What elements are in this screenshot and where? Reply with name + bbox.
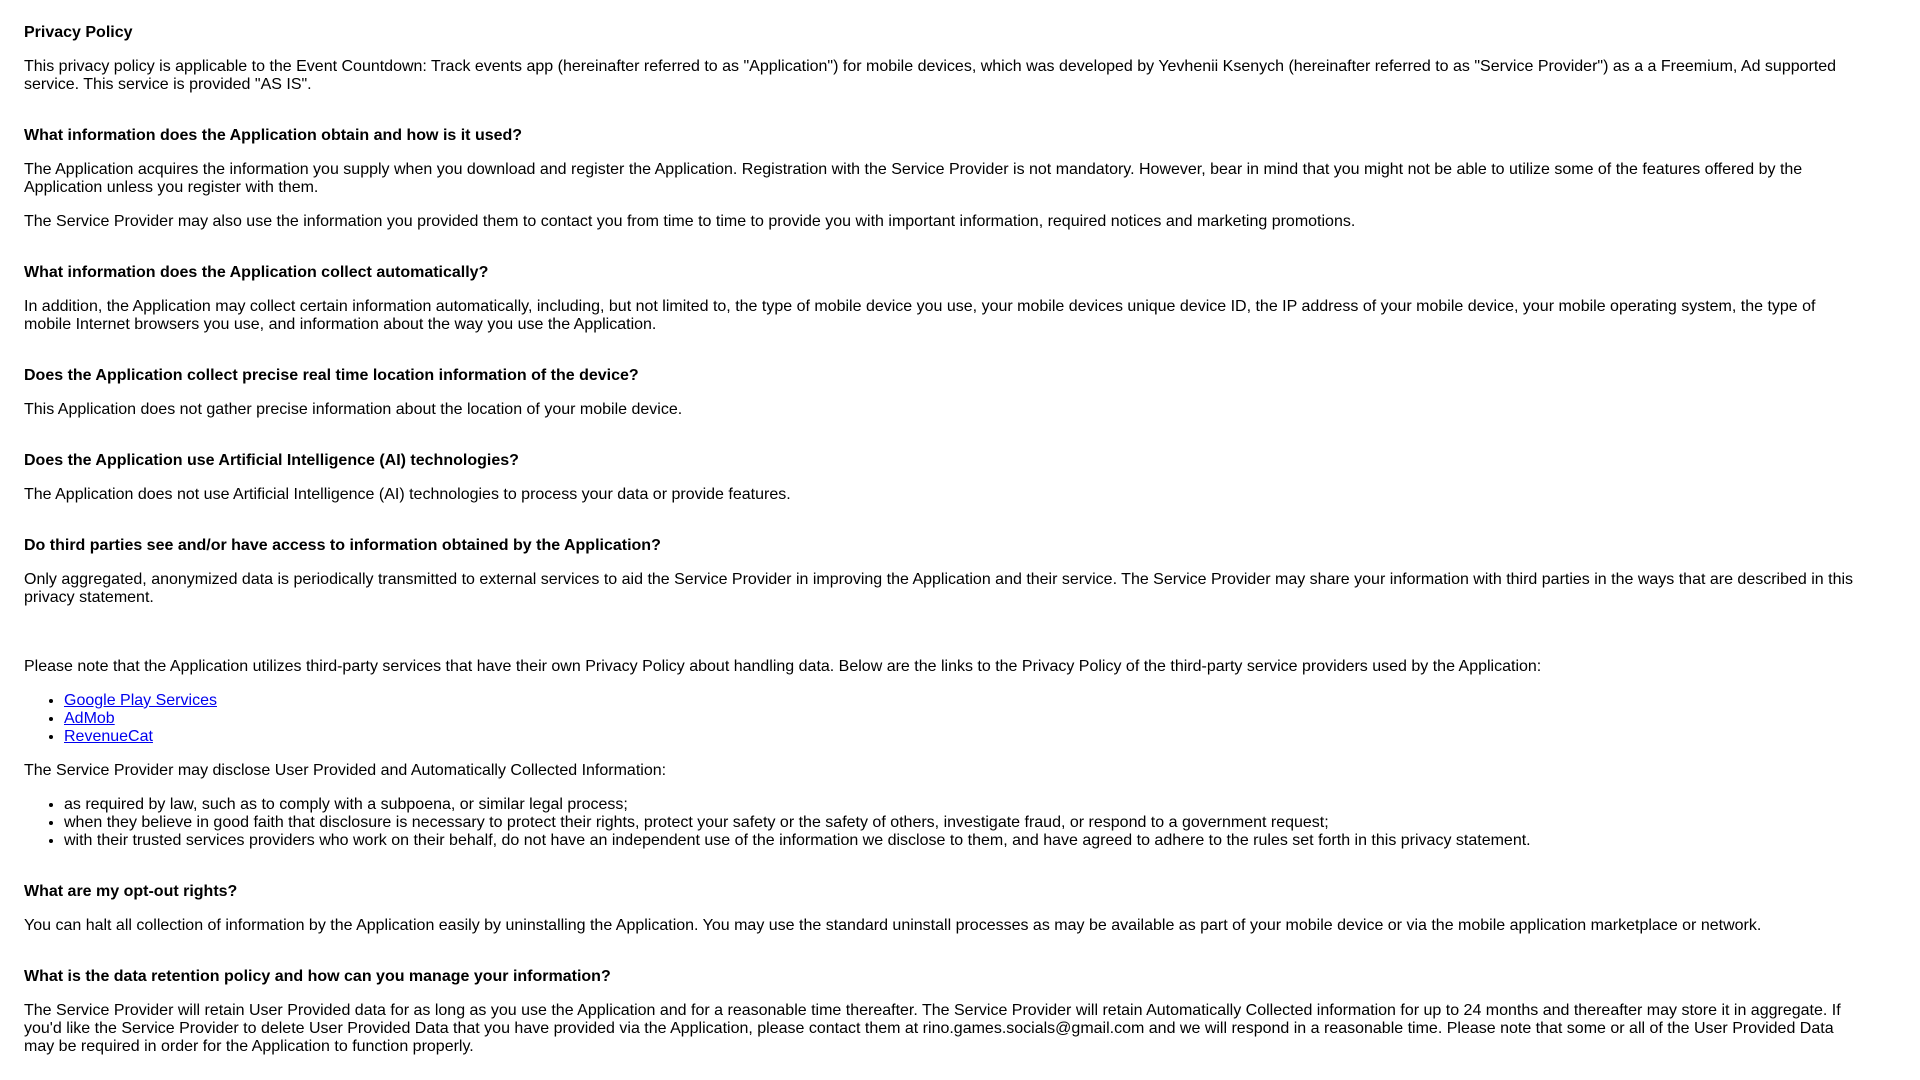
divider	[24, 866, 1864, 883]
divider	[24, 435, 1864, 452]
list-item	[64, 728, 1864, 746]
intro-paragraph: This privacy policy is applicable to the Event Countdown: Track events app (hereinafter referred to as "Application") for mobile devices, which was developed by Yevhenii Ksenych (hereinafter referred to as "Service Provider") as a a Freemium, Ad supported service. This service is provided "AS IS".	[24, 58, 1837, 93]
section-collected-automatically	[24, 264, 1864, 334]
disclosure-list	[24, 796, 1864, 850]
section-heading: Does the Application collect precise real time location information of the device?	[24, 367, 639, 384]
section-paragraph: The Service Provider will retain User Provided data for as long as you use the Application and for a reasonable time thereafter. The Service Provider will retain Automatically Collected information for up to 24 months and thereafter may store it in aggregate. If you'd like the Service Provider to delete User Provided Data that you have provided via the Application, please contact them at rino.games.socials@gmail.com and we will respond in a reasonable time. Please note that some or all of the User Provided Data may be required in order for the Application to function properly.	[24, 1002, 1841, 1055]
admob-link[interactable]: AdMob	[64, 710, 115, 727]
section-data-retention	[24, 968, 1864, 1056]
divider	[24, 110, 1864, 127]
disclosure-intro: The Service Provider may disclose User Provided and Automatically Collected Information:	[24, 762, 667, 779]
list-item: • as required by law, such as to comply with a subpoena, or similar legal process;	[64, 796, 1864, 814]
section-paragraph: The Application acquires the information you supply when you download and register the Application. Registration with the Service Provider is not mandatory. However, bear in mind that you might not be able to utilize some of the features offered by the Application unless you register with them.	[24, 161, 1803, 196]
section-heading: Does the Application use Artificial Intelligence (AI) technologies?	[24, 452, 519, 469]
divider	[24, 951, 1864, 968]
revenuecat-link[interactable]: RevenueCat	[64, 728, 153, 745]
section-third-parties	[24, 537, 1864, 850]
section-paragraph: You can halt all collection of information by the Application easily by uninstalling the Application. You may use the standard uninstall processes as may be available as part of your mobile device or via the mobile application marketplace or network.	[24, 917, 1762, 934]
list-item	[64, 710, 1864, 728]
section-heading: What information does the Application collect automatically?	[24, 264, 489, 281]
section-heading: Do third parties see and/or have access to information obtained by the Application?	[24, 537, 661, 554]
section-paragraph: The Application does not use Artificial Intelligence (AI) technologies to process your data or provide features.	[24, 486, 791, 503]
section-paragraph: This Application does not gather precise information about the location of your mobile device.	[24, 401, 683, 418]
list-item: • with their trusted services providers who work on their behalf, do not have an independent use of the information we disclose to them, and have agreed to adhere to the rules set forth in this privacy statement.	[64, 832, 1864, 850]
page-title: Privacy Policy	[24, 24, 133, 41]
divider	[24, 623, 1864, 658]
section-location-information	[24, 367, 1864, 419]
section-paragraph: The Service Provider may also use the information you provided them to contact you from time to time to provide you with important information, required notices and marketing promotions.	[24, 213, 1356, 230]
list-item	[64, 692, 1864, 710]
section-heading: What are my opt-out rights?	[24, 883, 238, 900]
section-paragraph: Only aggregated, anonymized data is periodically transmitted to external services to aid the Service Provider in improving the Application and their service. The Service Provider may share your information with third parties in the ways that are described in this privacy statement.	[24, 571, 1854, 606]
divider	[24, 247, 1864, 264]
divider	[24, 350, 1864, 367]
section-heading: What is the data retention policy and how can you manage your information?	[24, 968, 611, 985]
divider	[24, 520, 1864, 537]
third-party-note: Please note that the Application utilizes third-party services that have their own Privacy Policy about handling data. Below are the links to the Privacy Policy of the third-party service providers used by the Application:	[24, 658, 1542, 675]
section-ai-technologies	[24, 452, 1864, 504]
section-heading: What information does the Application obtain and how is it used?	[24, 127, 523, 144]
list-item: • when they believe in good faith that disclosure is necessary to protect their rights, protect your safety or the safety of others, investigate fraud, or respond to a government request;	[64, 814, 1864, 832]
google-play-services-link[interactable]: Google Play Services	[64, 692, 217, 709]
third-party-links-list	[24, 692, 1864, 746]
section-information-obtained	[24, 127, 1864, 231]
section-opt-out-rights	[24, 883, 1864, 935]
section-paragraph: In addition, the Application may collect certain information automatically, including, but not limited to, the type of mobile device you use, your mobile devices unique device ID, the IP address of your mobile device, your mobile operating system, the type of mobile Internet browsers you use, and information about the way you use the Application.	[24, 298, 1816, 333]
